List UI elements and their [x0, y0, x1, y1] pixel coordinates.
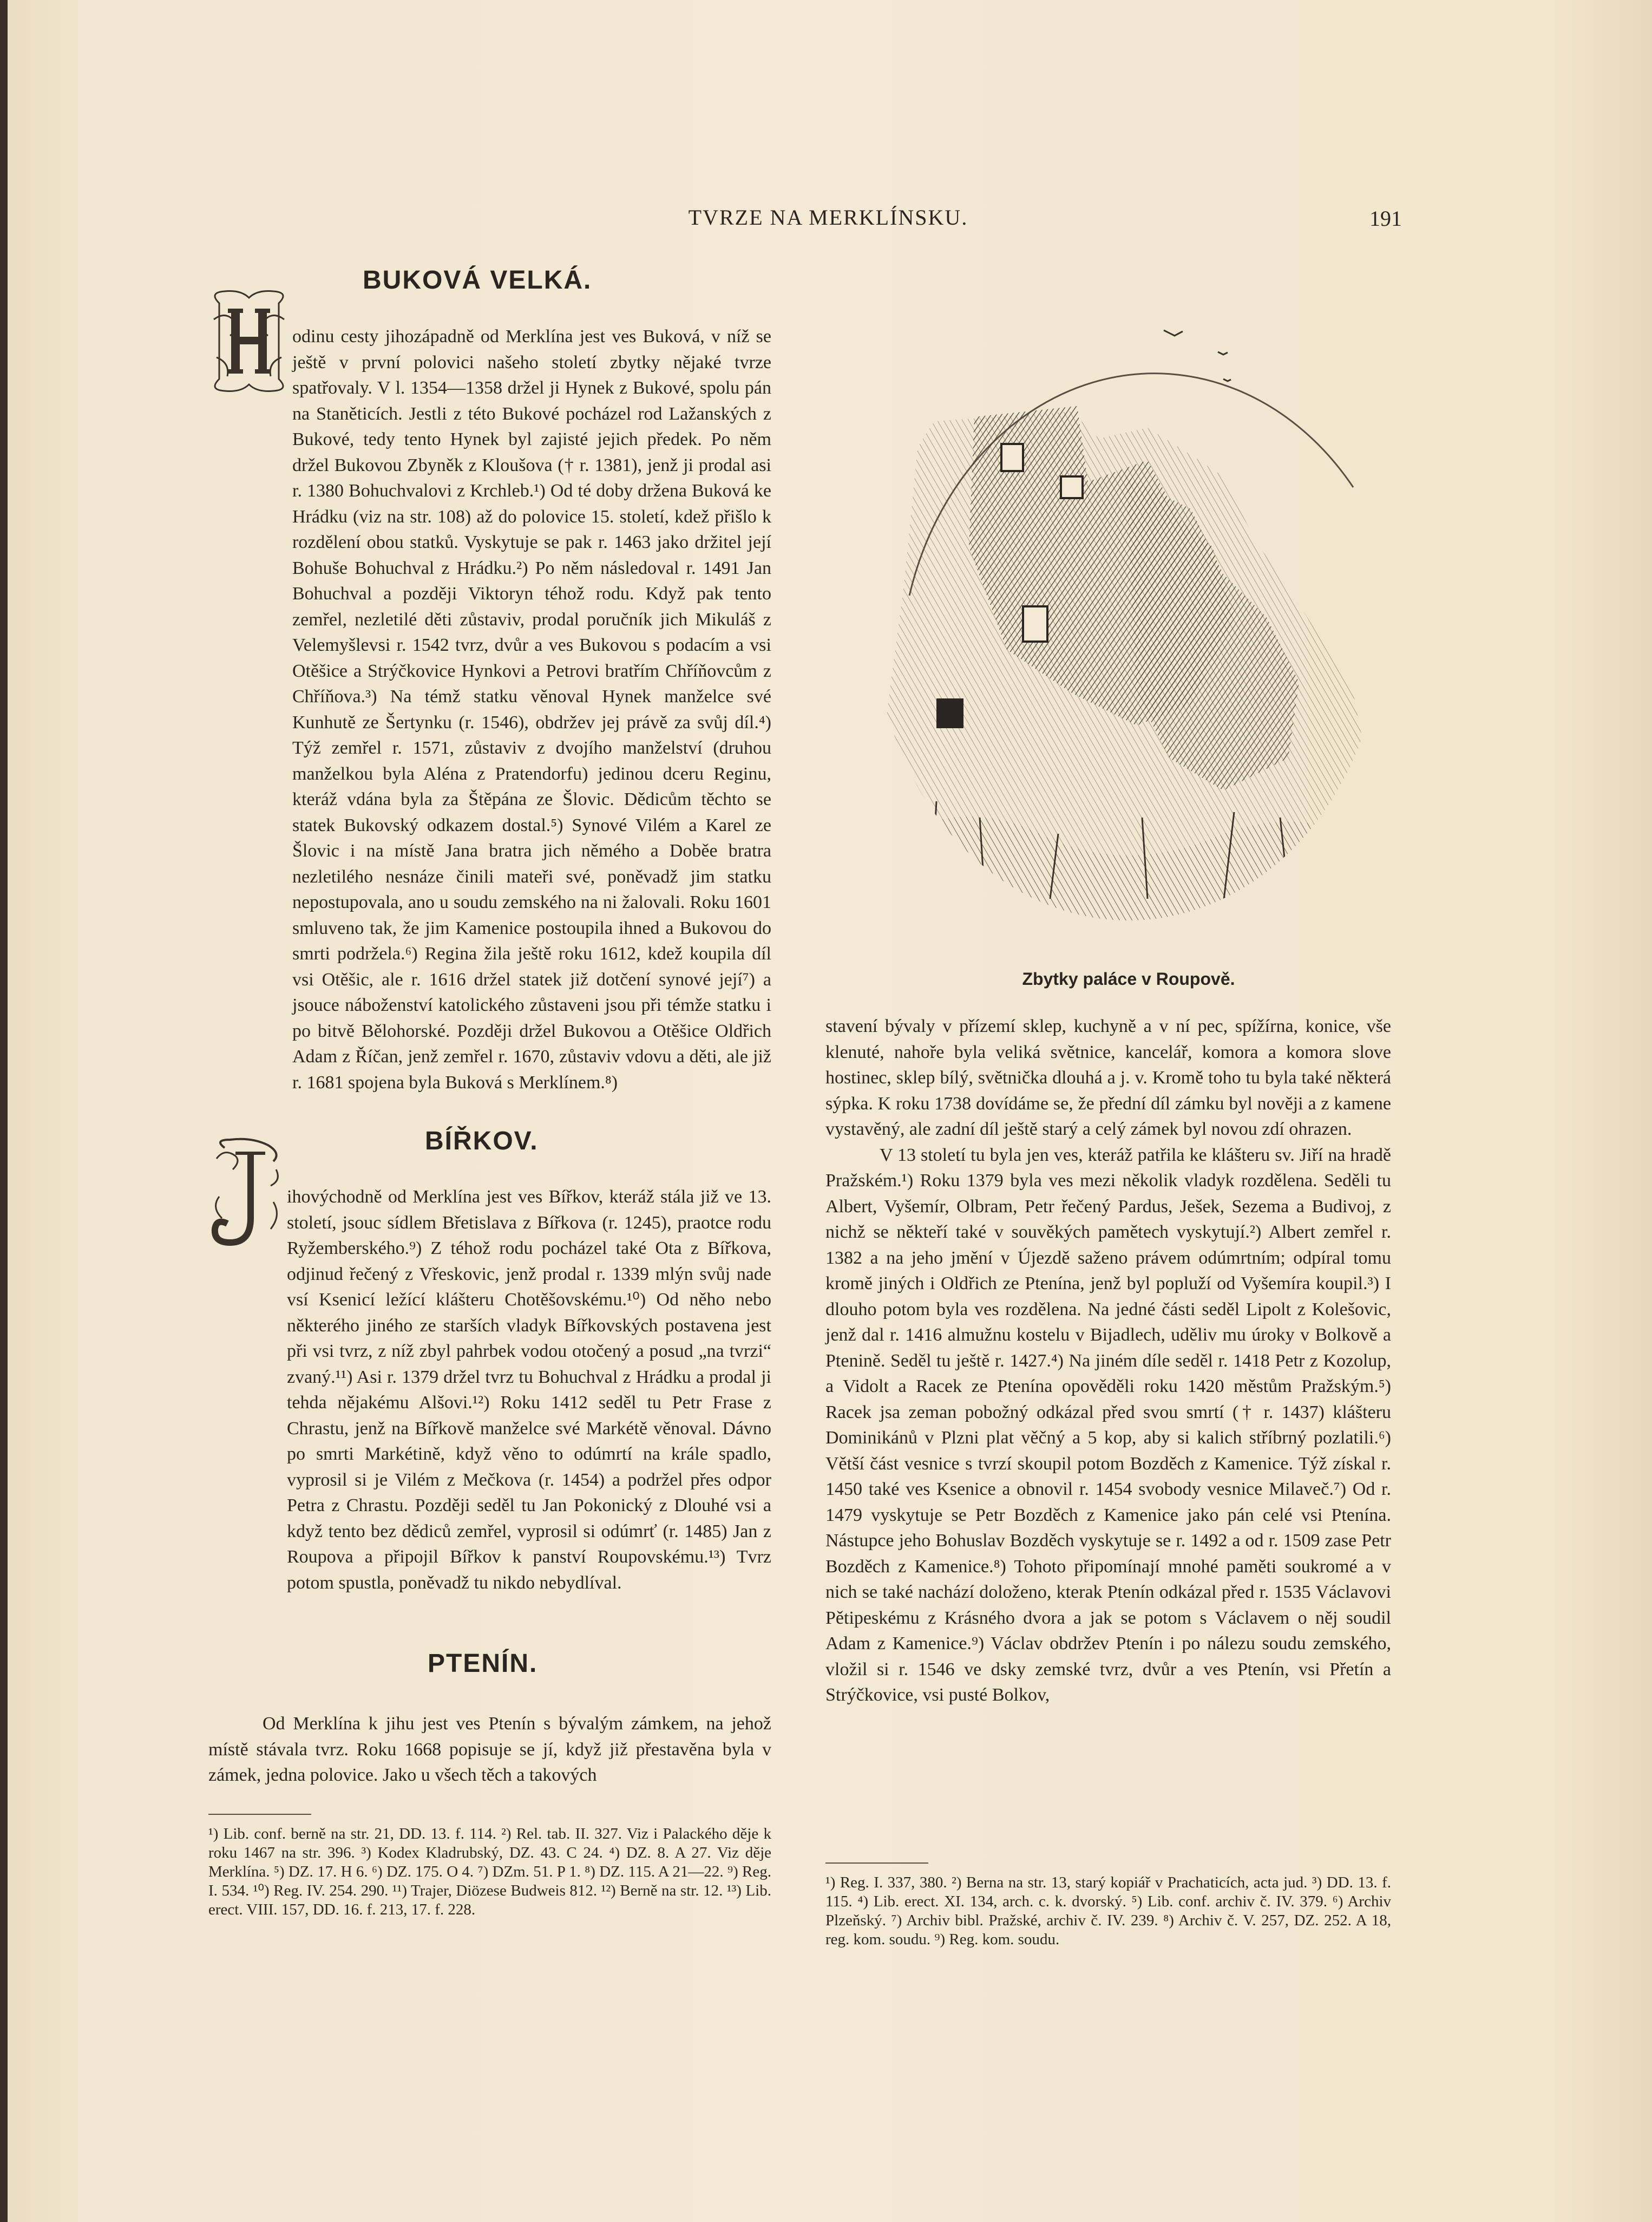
illustration-caption: Zbytky paláce v Roupově. [1022, 969, 1235, 989]
footnote-rule-right [825, 1862, 928, 1864]
text-birkov: ihovýchodně od Merklína jest ves Bířkov, kteráž stála již ve 13. století, jsouc sídlem Břetislava z Bířkova (r. 1245), praotce rodu Ryžemberského.⁹) Z téhož rodu pocházel také Ota z Bířkova, odjinud řečený z Vřeskovic, jenž prodal r. 1339 mlýn svůj nade vsí Ksenicí ležící klášteru Chotěšovskému.¹⁰) Od něho nebo některého jiného ze starších vladyk Bířkovských postavena jest při vsi tvrz, z níž zbyl pahrbek vodou otočený a posud „na tvrzi“ zvaný.¹¹) Asi r. 1379 držel tvrz tu Bohuchval z Hrádku a prodal ji tehda nějakému Alšovi.¹²) Roku 1412 seděl tu Petr Frase z Chrastu, jenž na Bířkově manželce své Markétě věnoval. Dávno po smrti Markétině, když věno to odúmrtí na krále spadlo, vyprosil si je Vilém z Mečkova (r. 1454) a podržel přes odpor Petra z Chrastu. Později seděl tu Jan Pokonický z Dlouhé vsi a když tento bez dědiců zemřel, vyprosil si odúmrť (r. 1485) Jan z Roupova a připojil Bířkov k panství Roupovskému.¹³) Tvrz potom spustla, poněvadž tu nikdo nebydlíval. [287, 1187, 771, 1593]
page-number: 191 [1369, 206, 1402, 231]
section-title-bukova: BUKOVÁ VELKÁ. [363, 266, 592, 295]
illustration-roupov-ruins [844, 314, 1413, 942]
footnotes-left: ¹) Lib. conf. berně na str. 21, DD. 13. f. 114. ²) Rel. tab. II. 327. Viz i Palackého děje k roku 1467 na str. 396. ³) Kodex Kladrubský, DZ. 43. C 24. ⁴) DZ. 8. A 27. Viz děje Merklína. ⁵) DZ. 17. H 6. ⁶) DZ. 175. O 4. ⁷) DZm. 51. P 1. ⁸) DZ. 115. A 21—22. ⁹) Reg. I. 534. ¹⁰) Reg. IV. 254. 290. ¹¹) Trajer, Diözese Budweis 812. ¹²) Berně na str. 12. ¹³) Lib. erect. VIII. 157, DD. 16. f. 213, 17. f. 228. [208, 1825, 771, 1918]
footnote-rule-left [208, 1814, 311, 1815]
text-ptenin-right: stavení bývaly v přízemí sklep, kuchyně a v ní pec, spížírna, konice, vše klenuté, nahoře byla veliká světnice, kancelář, komora a komora slove hostinec, sklep bílý, světnička dlouhá a j. v. Kromě toho tu byla také některá sýpka. K roku 1738 dovídáme se, že přední díl zámku byl nověji a z kamene vystavěný, ale zadní díl ještě starý a celý zámek byl novou zdí ohrazen. V 13 století tu byla jen ves, kteráž patřila ke klášteru sv. Jiří na hradě Pražském.¹) Roku 1379 byla ves mezi několik vladyk rozdělena. Seděli tu Albert, Vyšemír, Olbram, Petr řečený Pardus, Ješek, Sezema a Budivoj, z nichž se někteří také v souvěkých pamětech vyskytují.²) Albert zemřel r. 1382 a na jeho jmění v Újezdě saženo právem odúmrtním; odpíral tomu kromě jiných i Oldřich ze Ptenína, jenž byl popluží od Vyšemíra koupil.³) I dlouho potom byla ves rozdělena. Na jedné části seděl Lipolt z Kolešovic, jenž dal r. 1416 almužnu kostelu v Bijadlech, uděliv mu úroky v Bolkově a Ptenině. Seděl tu ještě r. 1427.⁴) Na jiném díle seděl r. 1418 Petr z Kozolup, a Vidolt a Racek ze Ptenína opověděli roku 1420 městům Pražským.⁵) Racek jsa zeman pobožný odkázal před svou smrtí († r. 1437) klášteru Dominikánů v Plzni plat věčný a 5 kop, aby si kalich stříbrný pozlatili.⁶) Větší část vesnice s tvrzí skoupil potom Bozděch z Kamenice. Týž získal r. 1450 také ves Ksenice a obnovil r. 1454 svobody vesnice Milaveč.⁷) Od r. 1479 vyskytuje se Petr Bozděch z Kamenice jako pán celé vsi Ptenína. Nástupce jeho Bohuslav Bozděch vyskytuje se r. 1492 a od r. 1509 zase Petr Bozděch z Kamenice.⁸) Tohoto připomínají mnohé paměti soukromé a v nich se také nachází doloženo, kterak Ptenín odkázal před r. 1535 Václavovi Pětipeskému z Krásného dvora a jak se potom s Václavem o něj soudil Adam z Kamenice.⁹) Václav obdržev Ptenín i po nálezu soudu zemského, vložil si r. 1546 ve dsky zemské tvrz, dvůr a ves Ptenín, vsi Přetín a Strýčkovice, vsi pusté Bolkov, [825, 1016, 1391, 1705]
section-title-birkov: BÍŘKOV. [425, 1127, 539, 1155]
footnotes-right: ¹) Reg. I. 337, 380. ²) Berna na str. 13, starý kopiář v Prachaticích, acta jud. ³) DD. 13. f. 115. ⁴) Lib. erect. XI. 134, arch. c. k. dvorský. ⁵) Lib. conf. archiv č. IV. 379. ⁶) Archiv Plzeňský. ⁷) Archiv bibl. Pražské, archiv č. IV. 239. ⁸) Archiv č. V. 257, DZ. 252. A 18, reg. kom. soudu. ⁹) Reg. kom. soudu. [825, 1874, 1391, 1948]
binding-edge [0, 0, 8, 2222]
section-title-ptenin: PTENÍN. [428, 1649, 538, 1678]
text-ptenin-left: Od Merklína k jihu jest ves Ptenín s bývalým zámkem, na jehož místě stávala tvrz. Roku 1668 popisuje se jí, když již přestavěna byla v zámek, jedna polovice. Jako u všech těch a takových [208, 1714, 771, 1785]
running-header: TVRZE NA MERKLÍNSKU. [688, 205, 968, 230]
text-bukova: odinu cesty jihozápadně od Merklína jest ves Buková, v níž se ještě v první polovici našeho století zbytky nějaké tvrze spatřovaly. V l. 1354—1358 držel ji Hynek z Bukové, spolu pán na Staněticích. Jestli z této Bukové pocházel rod Lažanských z Bukové, tedy tento Hynek byl zajisté jejich předek. Po něm držel Bukovou Zbyněk z Kloušova († r. 1381), jenž ji prodal asi r. 1380 Bohuchvalovi z Krchleb.¹) Od té doby držena Buková ke Hrádku (viz na str. 108) až do polovice 15. století, kdež přišlo k rozdělení obou statků. Vyskytuje se pak r. 1463 jako držitel její Bohuše Bohuchval z Hrádku.²) Po něm následoval r. 1491 Jan Bohuchval a později Viktoryn téhož rodu. Když pak tento zemřel, nezletilé děti zůstaviv, prodal poručník jich Mikuláš z Velemyšlevsi r. 1542 tvrz, dvůr a ves Bukovou s podacím a vsi Otěšice a Strýčkovice Hynkovi a Petrovi bratřím Chříňovcům z Chříňova.³) Na témž statku věnoval Hynek manželce své Kunhutě ze Šertynku (r. 1546), obdržev jej právě za svůj díl.⁴) Týž zemřel r. 1571, zůstaviv z dvojího manželství (druhou manželkou byla Aléna z Pratendorfu) jedinou dceru Reginu, kteráž vdána byla za Štěpána ze Šlovic. Dědicům těchto se statek Bukovský odkazem dostal.⁵) Synové Vilém a Karel ze Šlovic i na místě Jana bratra jich němého a Doběe bratra nezletilého nesnáze činili mateři své, poněvadž jim statku nepostupovala, ano u soudu zemského na ni žalovali. Roku 1601 smluveno tak, že jim Kamenice postoupila ihned a Bukovou do smrti podržela.⁶) Regina žila ještě roku 1612, kdež koupila díl vsi Otěšic, ale r. 1616 držel statek již dotčení synové její⁷) a jsouce náboženství katolického zůstaveni jsou při témže statku i po bitvě Bělohorské. Později držel Bukovou a Otěšice Oldřich Adam z Říčan, jenž zemřel r. 1670, zůstaviv vdovu a děti, ale již r. 1681 spojena byla Buková s Merklínem.⁸) [292, 326, 771, 1093]
